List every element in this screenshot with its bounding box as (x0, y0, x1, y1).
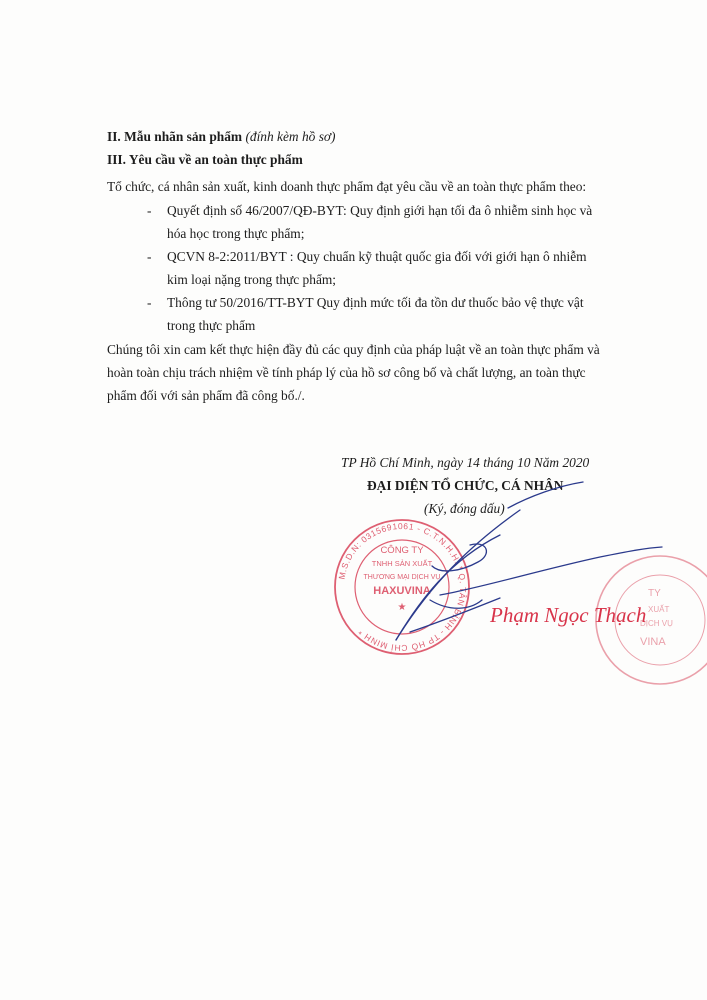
sign-note: (Ký, đóng dấu) (424, 501, 505, 516)
stamp-line-1: CÔNG TY (380, 545, 424, 556)
partial-stamp-line-1: TY (648, 588, 661, 599)
commitment-line-1: Chúng tôi xin cam kết thực hiện đầy đủ các quy định của pháp luật về an toàn thực phẩm và (107, 342, 600, 357)
section-3-heading: III. Yêu cầu về an toàn thực phẩm (107, 152, 303, 167)
representative-title: ĐẠI DIỆN TỔ CHỨC, CÁ NHÂN (367, 478, 564, 493)
stamp-line-2: TNHH SẢN XUẤT (371, 559, 433, 568)
stamp-line-3: THƯƠNG MẠI DỊCH VỤ (363, 574, 441, 581)
partial-stamp-line-3: DỊCH VỤ (640, 619, 673, 628)
partial-stamp-line-2: XUẤT (648, 605, 670, 614)
list-item-line-2: kim loại nặng trong thực phẩm; (167, 272, 337, 287)
section-2-note: (đính kèm hồ sơ) (245, 129, 336, 144)
section-3-intro: Tổ chức, cá nhân sản xuất, kinh doanh thực phẩm đạt yêu cầu về an toàn thực phẩm theo: (107, 179, 587, 194)
stamp-line-4: HAXUVINA (373, 585, 431, 597)
list-item-line-1: QCVN 8-2:2011/BYT : Quy chuẩn kỹ thuật quốc gia đối với giới hạn ô nhiễm (167, 249, 587, 264)
signer-name: Phạm Ngọc Thạch (490, 603, 647, 627)
list-item-line-1: Quyết định số 46/2007/QĐ-BYT: Quy định giới hạn tối đa ô nhiễm sinh học và (167, 203, 593, 218)
list-item-line-2: hóa học trong thực phẩm; (167, 226, 305, 241)
commitment-line-3: phẩm đối với sản phẩm đã công bố./. (107, 388, 305, 403)
place-date: TP Hồ Chí Minh, ngày 14 tháng 10 Năm 2020 (341, 455, 590, 470)
list-dash: - (147, 249, 152, 264)
section-2-heading: II. Mẫu nhãn sản phẩm (107, 129, 243, 144)
stamp-star-icon: ★ (397, 602, 407, 613)
stamp-ring-text: M.S.D.N: 0315691061 - C.T.N.H.H. * Q. TÂN BÌNH - TP HỒ CHÍ MINH * (336, 520, 469, 654)
partial-stamp-line-4: VINA (640, 636, 666, 648)
commitment-line-2: hoàn toàn chịu trách nhiệm về tính pháp lý của hồ sơ công bố và chất lượng, an toàn thực (107, 365, 586, 380)
list-dash: - (147, 295, 152, 310)
list-dash: - (147, 203, 152, 218)
list-item-line-2: trong thực phẩm (167, 318, 256, 333)
list-item-line-1: Thông tư 50/2016/TT-BYT Quy định mức tối đa tồn dư thuốc bảo vệ thực vật (167, 295, 584, 310)
